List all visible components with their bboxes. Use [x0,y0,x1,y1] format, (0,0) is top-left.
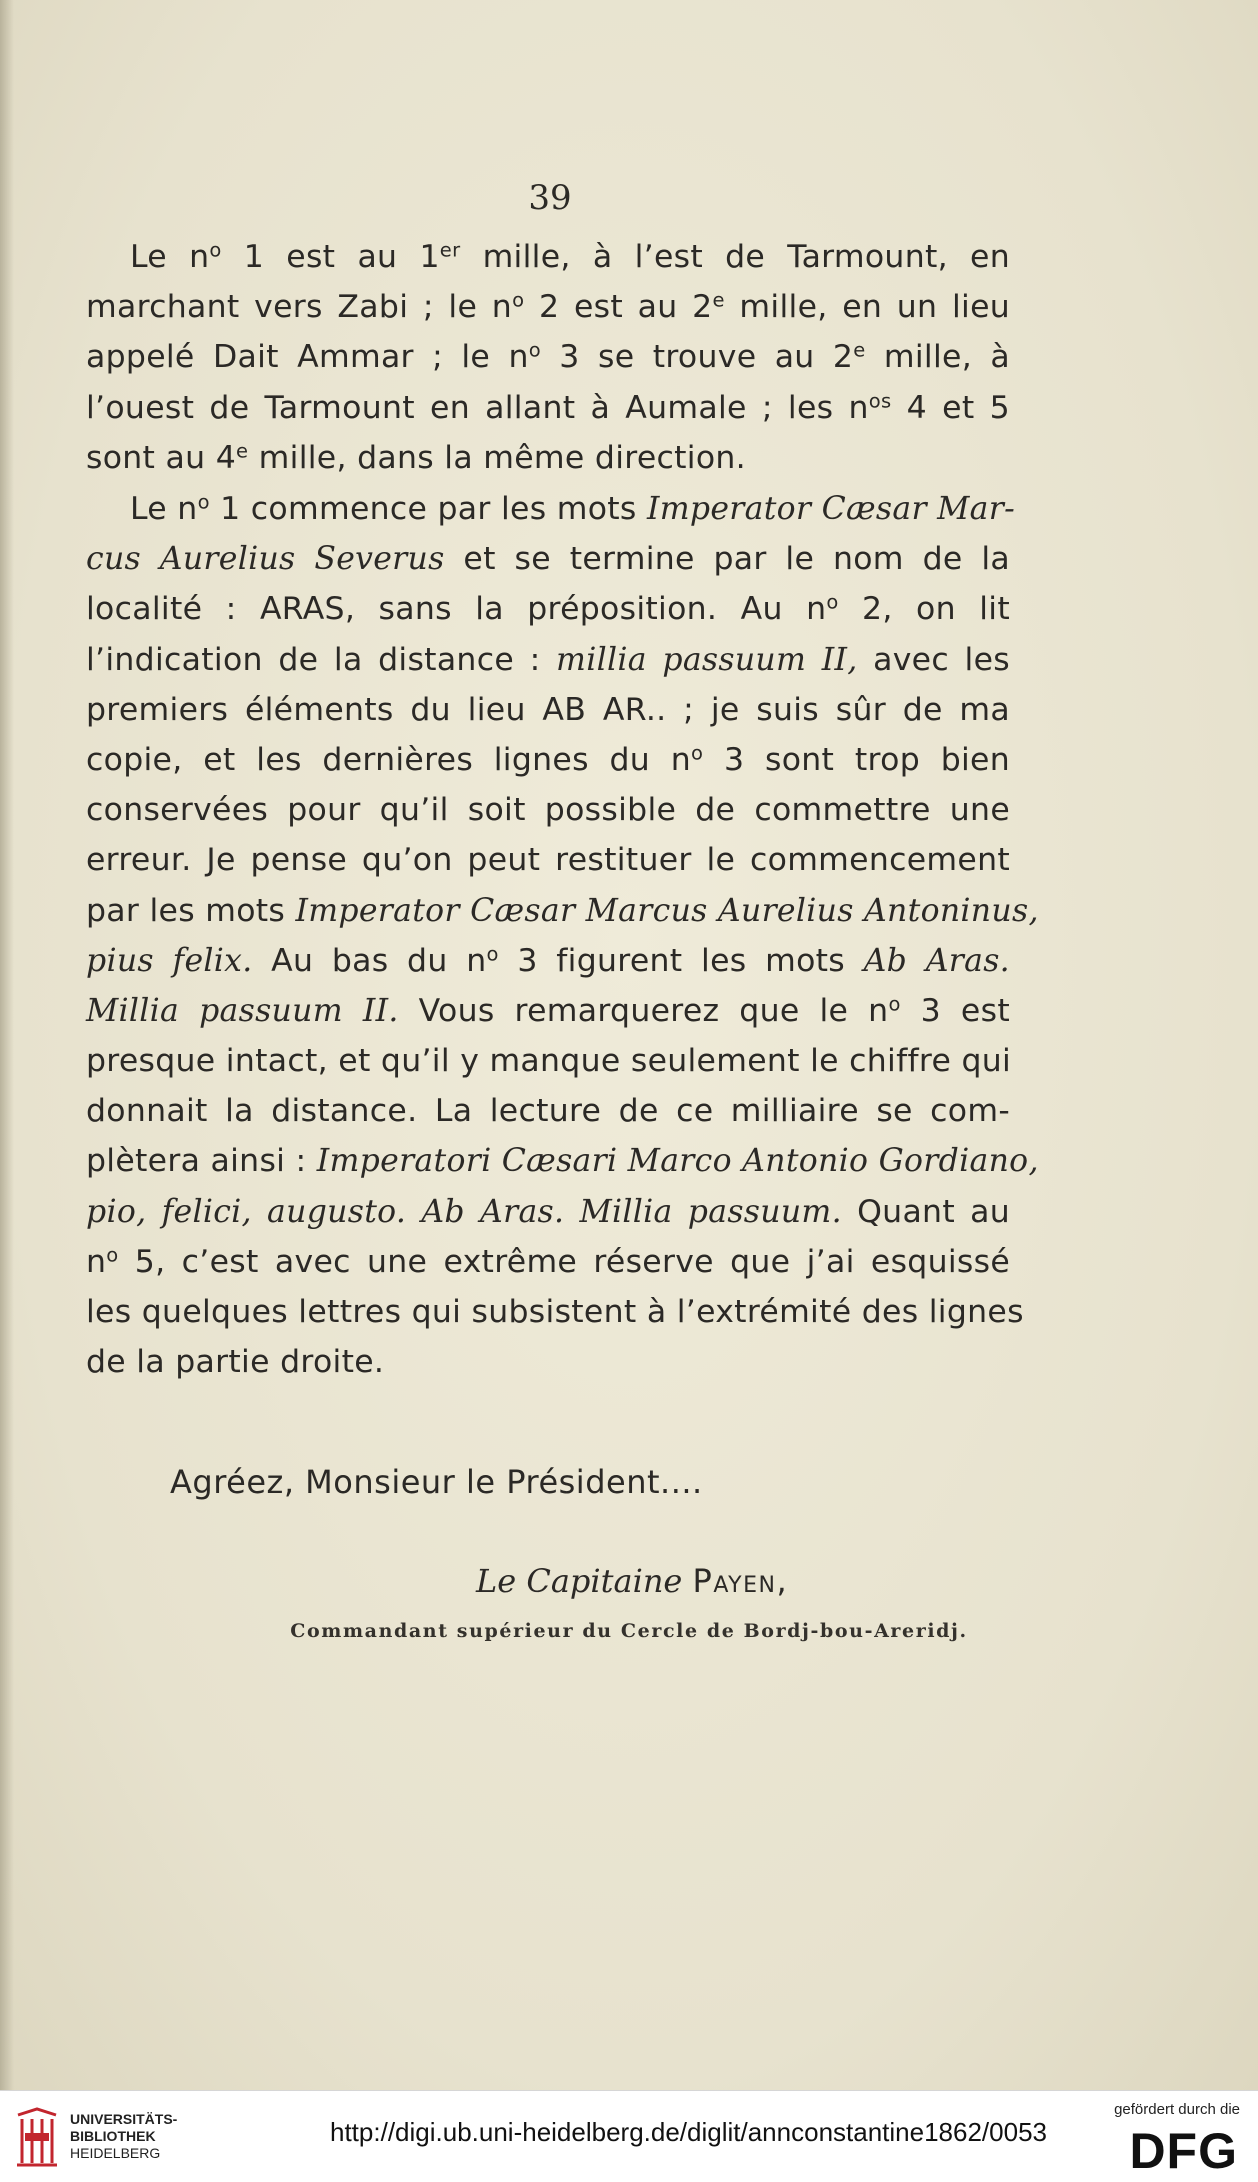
superscript: er [439,238,461,262]
text-segment: sont au 4 [86,439,237,476]
text-segment: 1 est au 1 [221,239,440,275]
text-line [86,635,1010,685]
text-line [86,383,1010,433]
library-name-line2: BIBLIOTHEK [70,2128,156,2144]
text-segment: mille, en un lieu [724,289,1011,326]
text-line [86,986,1010,1036]
text-line [86,835,1010,885]
superscript: o [486,941,499,965]
page-gutter-shadow [0,0,14,2090]
text-line [86,1036,1010,1086]
text-segment: erreur. Je pense qu’on peut restituer le commencement [86,842,1010,879]
italic-text: pio, felici, augusto. Ab Aras. Millia passuum. [86,1193,842,1230]
paragraph-1 [86,232,1010,483]
text-segment: de la partie droite. [86,1344,385,1381]
text-segment: plètera ainsi : [86,1143,317,1180]
text-line [86,584,1010,634]
text-segment: l’indication de la distance : [86,641,557,678]
text-line [86,332,1010,382]
text-segment: mille, dans la même direction. [248,439,746,476]
italic-text: Imperator Cæsar Mar- [646,491,1016,527]
university-library-logo-icon[interactable] [12,2105,62,2171]
superscript: o [512,288,525,312]
text-segment: presque intact, et qu’il y manque seulement le chiffre qui [86,1043,1012,1080]
italic-text: pius felix. [86,942,253,979]
text-segment: Le n [130,239,210,275]
italic-text: millia passuum II, [556,641,858,678]
text-line [86,534,1010,584]
italic-text: Millia passuum II. [86,992,399,1029]
library-name-line1: UNIVERSITÄTS- [70,2111,178,2127]
italic-text: Imperator Cæsar Marcus Aurelius Antoninus, [295,892,1039,929]
superscript: o [197,490,210,514]
text-segment: avec les [857,641,1010,678]
text-segment: 3 est [900,992,1010,1029]
italic-text: Ab Aras. [863,942,1010,979]
superscript: o [826,590,839,614]
dfg-logo[interactable]: DFG [1129,2123,1238,2179]
text-line [86,484,1016,534]
text-segment: Le n [130,491,198,527]
text-segment: Quant au [841,1193,1011,1230]
text-segment: 3 se trouve au 2 [540,339,854,376]
document-url-link[interactable]: http://digi.ub.uni-heidelberg.de/diglit/annconstantine1862/0053 [330,2117,1047,2147]
text-segment: 5, c’est avec une extrême réserve que j’ai esquissé [118,1243,1010,1280]
text-line [86,433,1010,483]
text-line [86,1136,1039,1186]
paragraph-2 [86,484,1039,1387]
superscript: o [209,238,222,262]
superscript: e [236,439,249,463]
text-segment: marchant vers Zabi ; le n [86,289,513,326]
text-line [86,1237,1010,1287]
text-line [86,1086,1010,1136]
signature-name: Payen, [692,1562,789,1600]
page-number: 39 [528,178,572,218]
funder-caption: gefördert durch die [1114,2101,1240,2118]
text-segment: Vous remarquerez que le n [398,992,889,1029]
closing-salutation: Agréez, Monsieur le Président.... [170,1463,703,1501]
text-segment: mille, à [865,339,1010,376]
library-name [70,2111,177,2162]
text-segment: mille, à l’est de Tarmount, en [460,239,1011,275]
signature-prefix: Le Capitaine [476,1562,683,1600]
text-line [86,1187,1010,1237]
text-segment: donnait la distance. La lecture de ce milliaire se com- [86,1093,1010,1130]
text-segment: n [86,1243,107,1280]
viewer-footer [0,2090,1258,2182]
superscript: e [712,288,725,312]
text-segment: conservées pour qu’il soit possible de commettre une [86,792,1010,829]
text-line [86,735,1010,785]
superscript: o [888,992,901,1016]
text-line [86,1287,1024,1337]
text-line [86,282,1010,332]
superscript: os [868,388,892,412]
superscript: o [528,338,541,362]
italic-text: cus Aurelius Severus [86,541,445,578]
text-segment: Au bas du n [252,942,487,979]
signature-title: Commandant supérieur du Cercle de Bordj-bou-Areridj. [290,1620,968,1642]
text-segment: localité : ARAS, sans la préposition. Au n [86,591,827,628]
text-segment: 1 commence par les mots [209,491,647,527]
text-segment: par les mots [86,892,296,929]
text-segment: 2, on lit [838,591,1010,628]
text-segment: 2 est au 2 [524,289,713,326]
text-segment: appelé Dait Ammar ; le n [86,339,529,376]
text-segment: l’ouest de Tarmount en allant à Aumale ; les n [86,389,869,426]
text-line [86,232,1010,282]
text-line [86,936,1010,986]
text-segment: et se termine par le nom de la [444,541,1010,578]
text-line [86,886,1039,936]
text-line [86,785,1010,835]
superscript: o [691,741,704,765]
text-segment: 4 et 5 [891,389,1010,426]
text-segment: copie, et les dernières lignes du n [86,741,692,778]
text-segment: 3 figurent les mots [498,942,864,979]
text-line [86,1337,1010,1387]
text-segment: 3 sont trop bien [703,741,1010,778]
superscript: o [106,1243,119,1267]
italic-text: Imperatori Cæsari Marco Antonio Gordiano, [316,1143,1039,1180]
superscript: e [853,338,866,362]
text-segment: premiers éléments du lieu AB AR.. ; je suis sûr de ma [86,691,1010,728]
signature [476,1562,788,1600]
text-segment: les quelques lettres qui subsistent à l’extrémité des lignes [86,1294,1024,1330]
text-line [86,685,1010,735]
library-name-line3: HEIDELBERG [70,2145,161,2161]
